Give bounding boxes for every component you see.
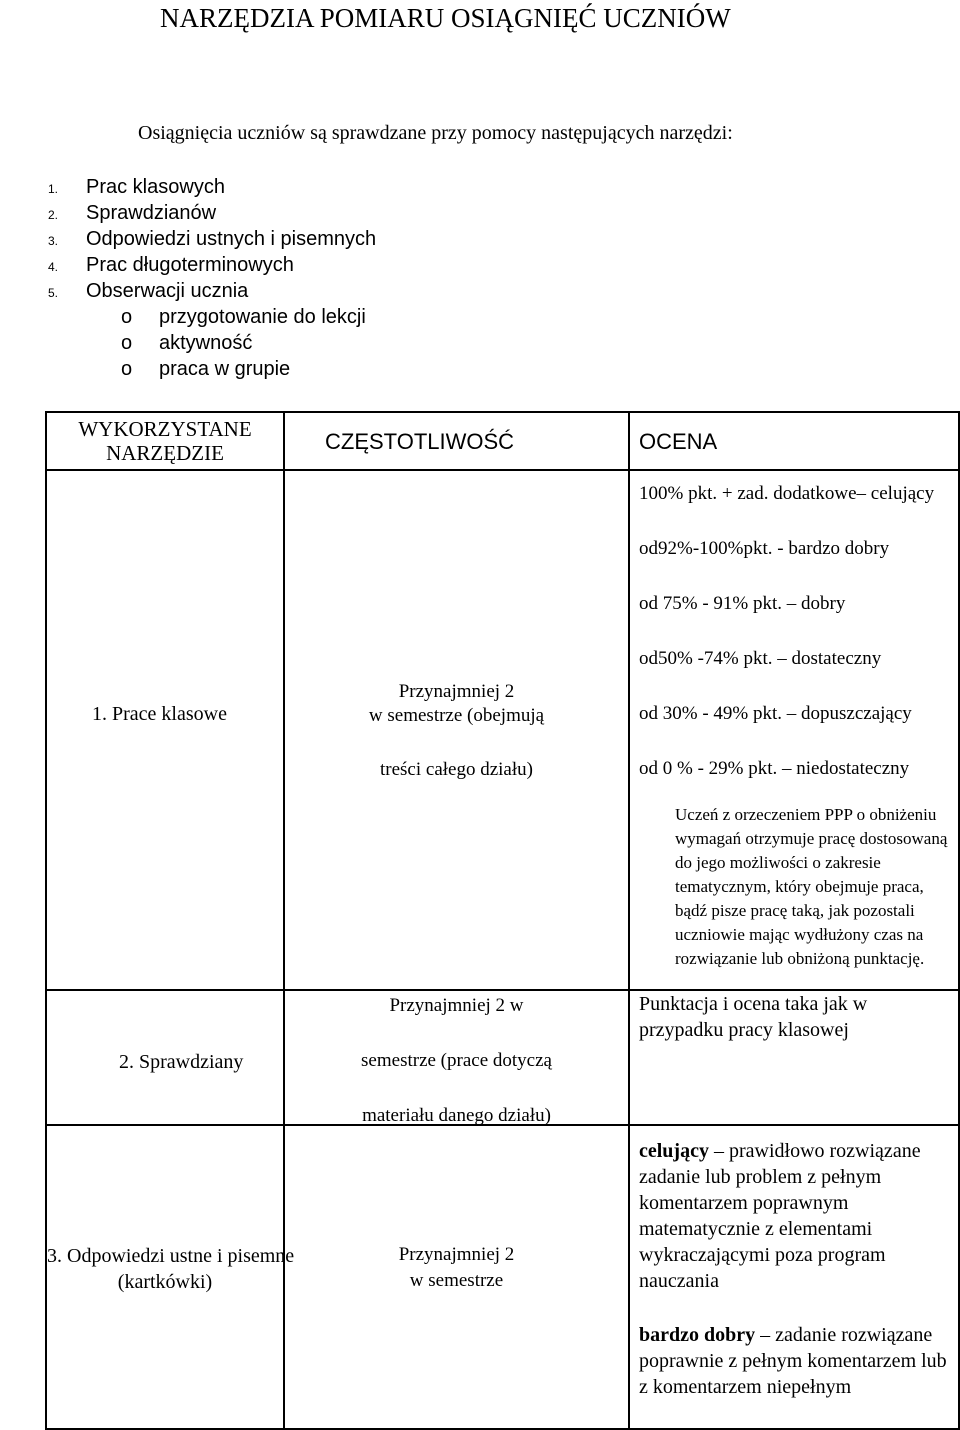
row2-frequency-cell bbox=[284, 990, 629, 1125]
row3-freq-line2: w semestrze bbox=[409, 1270, 504, 1291]
row1-special-note: Uczeń z orzeczeniem PPP o obniżeniu wymagań otrzymuje pracę dostosowaną do jego możliwości o zakresie tematycznym, który obejmuje praca, bądź pisze pracę taką, jak pozostali uczniowie mając wydłużony czas na rozwiązanie lub obniżoną punktację. bbox=[675, 805, 948, 968]
row1-freq-line1: Przynajmniej 2 bbox=[398, 681, 515, 702]
table-row bbox=[46, 990, 959, 1125]
grade-line: 100% pkt. + zad. dodatkowe– celujący bbox=[639, 483, 935, 504]
tools-list bbox=[48, 174, 376, 382]
grade-celujacy-text: – prawidłowo rozwiązane zadanie lub problem z pełnym komentarzem poprawnym matematycznie z elementami wykraczającymi poza program nauczania bbox=[639, 1140, 921, 1292]
row2-grade: Punktacja i ocena taka jak w przypadku pracy klasowej bbox=[639, 993, 868, 1041]
grade-line: od92%-100%pkt. - bardzo dobry bbox=[639, 538, 890, 559]
row2-freq-line3: materiału danego działu) bbox=[362, 1105, 551, 1126]
row1-tool-cell bbox=[46, 470, 284, 990]
list-item bbox=[48, 200, 376, 226]
bullet-icon: o bbox=[121, 306, 133, 328]
sub-list-item bbox=[48, 304, 376, 330]
row3-tool-line2: (kartkówki) bbox=[117, 1271, 213, 1293]
grade-line: od 75% - 91% pkt. – dobry bbox=[639, 593, 846, 614]
row2-freq-line2: semestrze (prace dotyczą bbox=[361, 1050, 552, 1071]
row3-frequency-cell bbox=[284, 1125, 629, 1429]
header-frequency-label: CZĘSTOTLIWOŚĆ bbox=[325, 429, 515, 454]
header-tools bbox=[46, 412, 284, 470]
header-grade bbox=[629, 412, 959, 470]
row2-grade-cell bbox=[629, 990, 959, 1125]
sub-list-label: przygotowanie do lekcji bbox=[159, 306, 366, 328]
row1-grade-cell bbox=[629, 470, 959, 990]
row3-tool-line1: 3. Odpowiedzi ustne i pisemne bbox=[47, 1245, 295, 1267]
list-number: 4. bbox=[48, 260, 59, 274]
row3-freq-line1: Przynajmniej 2 bbox=[398, 1244, 515, 1265]
list-label: Prac długoterminowych bbox=[86, 254, 294, 276]
bullet-icon: o bbox=[121, 332, 133, 354]
list-number: 3. bbox=[48, 234, 59, 248]
header-tools-line2: NARZĘDZIE bbox=[106, 441, 224, 465]
row1-frequency-cell bbox=[284, 470, 629, 990]
row2-tool-cell bbox=[46, 990, 284, 1125]
grade-celujacy-term: celujący bbox=[639, 1140, 709, 1162]
list-item bbox=[48, 252, 376, 278]
row2-tool: 2. Sprawdziany bbox=[119, 1051, 244, 1073]
grade-bdb-term: bardzo dobry bbox=[639, 1324, 756, 1346]
header-grade-label: OCENA bbox=[639, 429, 718, 454]
assessment-table bbox=[45, 411, 960, 1430]
list-label: Odpowiedzi ustnych i pisemnych bbox=[86, 228, 377, 250]
sub-list-item bbox=[48, 356, 376, 382]
table-row bbox=[46, 1125, 959, 1429]
row3-grade-cell bbox=[629, 1125, 959, 1429]
grade-line: od50% -74% pkt. – dostateczny bbox=[639, 648, 882, 669]
list-label: Sprawdzianów bbox=[86, 202, 217, 224]
grade-celujacy-description bbox=[639, 1138, 939, 1294]
table-header-row bbox=[46, 412, 959, 470]
sub-list-item bbox=[48, 330, 376, 356]
row3-tool-cell bbox=[46, 1125, 295, 1429]
list-number: 5. bbox=[48, 286, 59, 300]
list-number: 2. bbox=[48, 208, 59, 222]
sub-list-label: praca w grupie bbox=[159, 358, 291, 380]
table-row bbox=[46, 470, 959, 990]
header-tools-line1: WYKORZYSTANE bbox=[78, 417, 252, 441]
list-label: Prac klasowych bbox=[86, 176, 225, 198]
grade-line: od 30% - 49% pkt. – dopuszczający bbox=[639, 703, 912, 724]
row1-freq-line3: treści całego działu) bbox=[380, 759, 533, 780]
page-title: NARZĘDZIA POMIARU OSIĄGNIĘĆ UCZNIÓW bbox=[160, 3, 731, 33]
grade-line: od 0 % - 29% pkt. – niedostateczny bbox=[639, 758, 910, 779]
grade-bdb-description bbox=[639, 1322, 949, 1400]
header-frequency bbox=[284, 412, 629, 470]
row1-freq-line2: w semestrze (obejmują bbox=[368, 705, 545, 726]
intro-text: Osiągnięcia uczniów są sprawdzane przy pomocy następujących narzędzi: bbox=[138, 122, 733, 144]
sub-list-label: aktywność bbox=[159, 332, 253, 354]
list-item bbox=[48, 278, 376, 304]
list-label: Obserwacji ucznia bbox=[86, 280, 249, 302]
row1-tool: 1. Prace klasowe bbox=[92, 703, 227, 725]
row2-freq-line1: Przynajmniej 2 w bbox=[389, 995, 524, 1016]
list-item bbox=[48, 174, 376, 200]
list-number: 1. bbox=[48, 182, 59, 196]
bullet-icon: o bbox=[121, 358, 133, 380]
grade-bdb-text: – zadanie rozwiązane poprawnie z pełnym komentarzem lub z komentarzem niepełnym bbox=[639, 1324, 947, 1398]
list-item bbox=[48, 226, 376, 252]
